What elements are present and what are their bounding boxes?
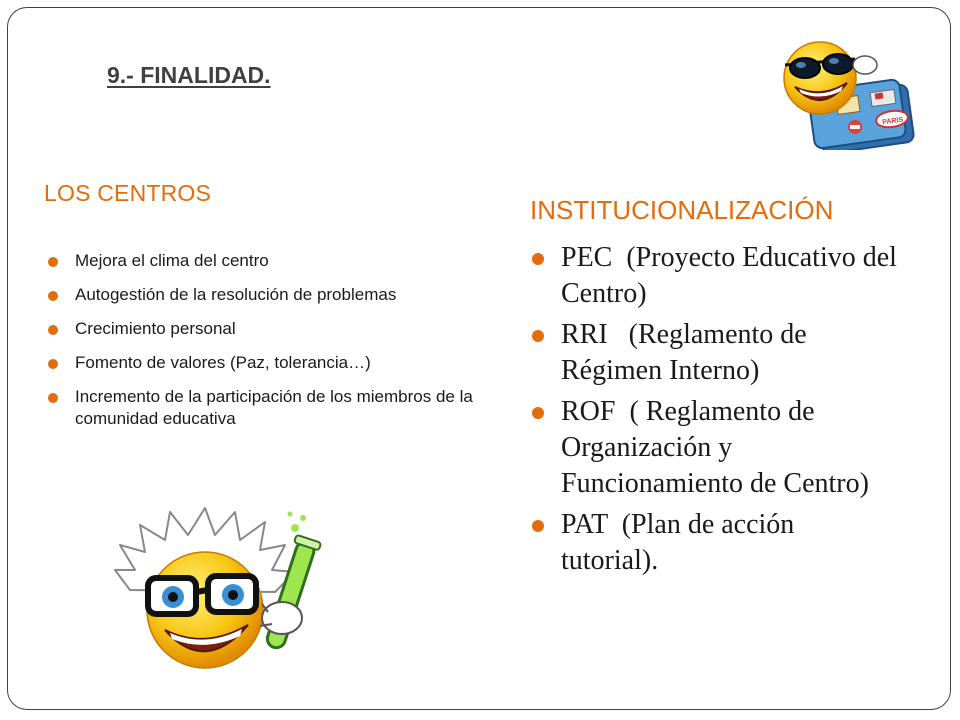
bullet-icon bbox=[48, 325, 58, 335]
bullet-icon bbox=[48, 291, 58, 301]
bullet-icon bbox=[532, 520, 544, 532]
left-column-heading: LOS CENTROS bbox=[44, 180, 212, 206]
list-item-text: Crecimiento personal bbox=[75, 319, 236, 338]
bullet-icon bbox=[532, 330, 544, 342]
bullet-icon bbox=[532, 253, 544, 265]
list-item bbox=[48, 386, 505, 430]
bullet-icon bbox=[48, 393, 58, 403]
list-item bbox=[48, 352, 498, 374]
list-item-text: RRI (Reglamento de Régimen Interno) bbox=[561, 319, 814, 386]
paris-sticker-label: PARIS bbox=[881, 116, 904, 127]
list-item-text: Incremento de la participación de los miembros de la comunidad educativa bbox=[75, 387, 473, 428]
list-item bbox=[530, 394, 891, 502]
traveler-smiley-icon bbox=[775, 35, 925, 150]
left-bullet-list bbox=[48, 250, 498, 442]
list-item bbox=[530, 507, 861, 579]
list-item bbox=[48, 250, 498, 272]
list-item-text: ROF ( Reglamento de Organización y Funcionamiento de Centro) bbox=[561, 396, 869, 499]
list-item-text: Fomento de valores (Paz, tolerancia…) bbox=[75, 353, 371, 372]
list-item bbox=[530, 317, 910, 389]
bullet-icon bbox=[48, 359, 58, 369]
right-bullet-list bbox=[530, 240, 910, 584]
bullet-icon bbox=[48, 257, 58, 267]
list-item-text: PEC (Proyecto Educativo del Centro) bbox=[561, 242, 904, 309]
list-item-text: PAT (Plan de acción tutorial). bbox=[561, 509, 802, 576]
list-item-text: Autogestión de la resolución de problemas bbox=[75, 285, 397, 304]
scientist-smiley-icon bbox=[110, 500, 325, 690]
list-item bbox=[530, 240, 910, 312]
slide-title: 9.- FINALIDAD. bbox=[107, 62, 271, 88]
list-item-text: Mejora el clima del centro bbox=[75, 251, 269, 270]
list-item bbox=[48, 284, 445, 306]
list-item bbox=[48, 318, 498, 340]
right-column-heading: INSTITUCIONALIZACIÓN bbox=[530, 195, 834, 225]
bullet-icon bbox=[532, 407, 544, 419]
